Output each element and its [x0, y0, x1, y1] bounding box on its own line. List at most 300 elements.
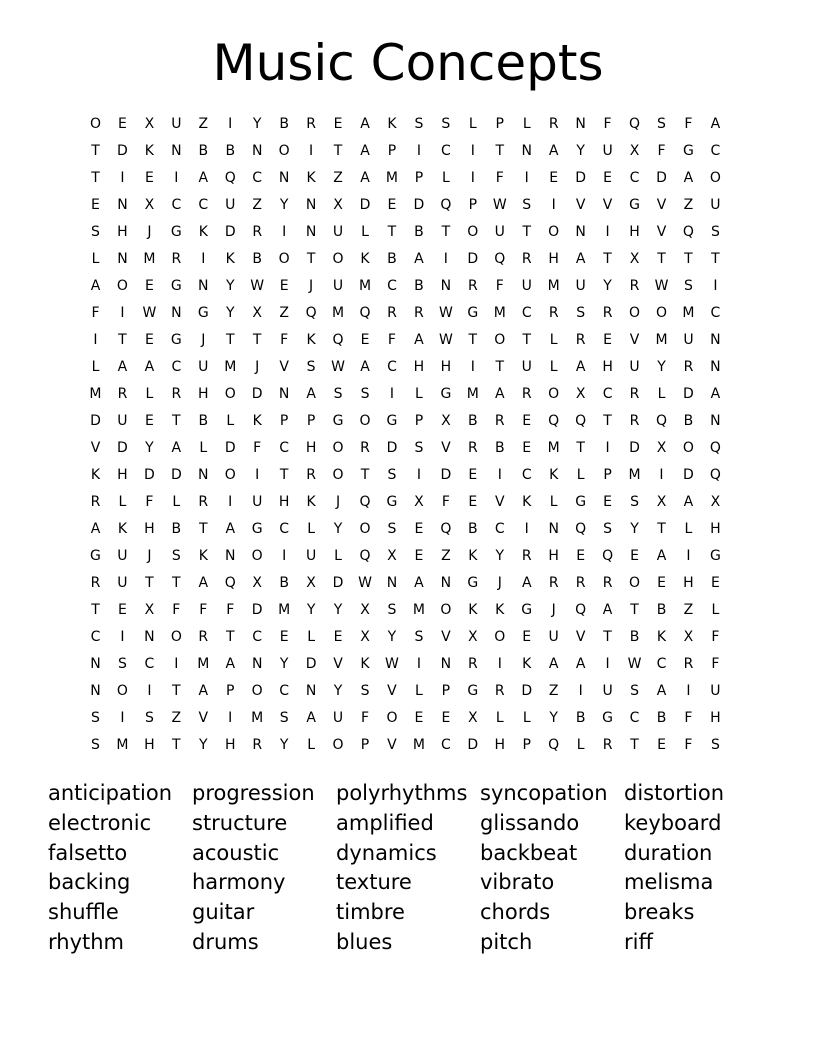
word-list-item: breaks — [624, 900, 695, 925]
grid-letter: V — [575, 629, 586, 645]
grid-letter: R — [198, 629, 209, 645]
grid-letter: S — [576, 305, 586, 321]
grid-letter: A — [360, 116, 370, 132]
grid-letter: G — [170, 224, 182, 240]
word-list-item: blues — [336, 929, 393, 954]
grid-letter: M — [682, 305, 695, 321]
grid-letter: D — [359, 197, 371, 213]
grid-letter: E — [118, 602, 127, 618]
grid-letter: N — [117, 251, 128, 267]
grid-letter: U — [225, 197, 236, 213]
grid-letter: I — [551, 197, 556, 213]
grid-letter: Y — [225, 305, 235, 321]
grid-letter: L — [441, 170, 450, 186]
grid-letter: Y — [333, 521, 343, 537]
word-list-item: riff — [624, 929, 653, 954]
grid-letter: L — [415, 386, 423, 402]
grid-letter: R — [575, 332, 586, 348]
grid-letter: B — [494, 440, 505, 456]
grid-letter: K — [360, 251, 370, 267]
grid-letter: R — [90, 494, 101, 510]
grid-letter: U — [305, 548, 317, 564]
grid-letter: I — [228, 494, 233, 510]
grid-letter: E — [118, 116, 127, 132]
grid-letter: Y — [576, 143, 585, 159]
grid-letter: R — [548, 575, 559, 591]
grid-letter: I — [228, 710, 233, 726]
grid-letter: A — [548, 143, 559, 159]
grid-letter: T — [657, 521, 666, 537]
grid-letter: C — [440, 143, 451, 159]
grid-letter: S — [144, 710, 154, 726]
grid-letter: O — [332, 251, 344, 267]
grid-letter: F — [172, 602, 181, 618]
grid-letter: O — [682, 440, 694, 456]
grid-letter: K — [117, 521, 128, 537]
grid-letter: L — [522, 116, 531, 132]
grid-letter: F — [657, 143, 666, 159]
grid-letter: N — [278, 386, 290, 402]
grid-letter: M — [143, 251, 156, 267]
grid-letter: N — [198, 467, 209, 483]
grid-letter: M — [358, 278, 372, 294]
grid-letter: A — [90, 278, 101, 294]
grid-letter: A — [171, 440, 182, 456]
grid-letter: S — [306, 359, 316, 375]
grid-letter: J — [147, 548, 152, 564]
grid-letter: L — [172, 494, 181, 510]
grid-letter: C — [279, 440, 290, 456]
grid-letter: P — [414, 413, 424, 429]
grid-letter: K — [198, 548, 208, 564]
grid-letter: G — [521, 602, 533, 618]
grid-letter: V — [441, 629, 451, 645]
grid-letter: H — [710, 521, 721, 537]
grid-letter: D — [629, 440, 640, 456]
grid-letter: H — [144, 737, 155, 753]
grid-letter: G — [170, 278, 182, 294]
grid-letter: L — [576, 467, 585, 483]
grid-letter: W — [627, 656, 642, 672]
grid-letter: S — [360, 683, 370, 699]
grid-letter: T — [118, 332, 127, 348]
grid-letter: Q — [548, 413, 560, 429]
grid-letter: I — [416, 656, 421, 672]
word-list-item: polyrhythms — [336, 781, 468, 805]
grid-letter: T — [603, 251, 612, 267]
grid-letter: Y — [333, 683, 343, 699]
word-list-item: texture — [336, 870, 412, 895]
grid-letter: X — [387, 548, 397, 564]
grid-letter: B — [279, 116, 289, 132]
grid-letter: H — [413, 359, 425, 375]
grid-letter: O — [440, 602, 452, 618]
grid-letter: E — [522, 413, 532, 429]
grid-letter: Q — [629, 116, 641, 132]
grid-letter: O — [629, 305, 641, 321]
grid-letter: C — [494, 521, 505, 537]
grid-letter: S — [603, 521, 613, 537]
grid-letter: A — [683, 170, 694, 186]
grid-letter: H — [602, 359, 613, 375]
grid-letter: H — [548, 548, 559, 564]
grid-letter: Q — [305, 305, 317, 321]
grid-letter: H — [494, 737, 506, 753]
grid-letter: I — [416, 143, 421, 159]
grid-letter: S — [387, 521, 397, 537]
grid-letter: M — [385, 170, 398, 186]
grid-letter: K — [549, 467, 559, 483]
grid-letter: O — [116, 278, 128, 294]
grid-letter: I — [174, 656, 179, 672]
grid-letter: O — [278, 143, 290, 159]
grid-letter: R — [548, 305, 559, 321]
grid-letter: A — [575, 251, 586, 267]
grid-letter: N — [548, 521, 559, 537]
grid-letter: E — [468, 467, 478, 483]
grid-letter: T — [468, 332, 478, 348]
grid-letter: I — [93, 332, 98, 348]
grid-letter: Y — [630, 521, 639, 537]
grid-letter: N — [710, 332, 721, 348]
grid-letter: X — [414, 494, 424, 510]
grid-letter: M — [278, 602, 291, 618]
grid-letter: R — [306, 116, 316, 132]
grid-letter: P — [603, 467, 612, 483]
grid-letter: M — [89, 386, 102, 402]
grid-letter: A — [306, 710, 316, 726]
grid-letter: D — [467, 737, 479, 753]
grid-letter: H — [278, 494, 290, 510]
grid-letter: C — [279, 683, 290, 699]
grid-letter: R — [494, 413, 505, 429]
grid-letter: M — [655, 332, 668, 348]
grid-letter: A — [198, 170, 209, 186]
grid-letter: D — [170, 467, 182, 483]
grid-letter: X — [575, 386, 586, 402]
grid-letter: S — [522, 197, 532, 213]
grid-letter: U — [683, 332, 694, 348]
grid-letter: X — [629, 251, 640, 267]
grid-letter: R — [171, 386, 182, 402]
grid-letter: F — [441, 494, 450, 510]
grid-letter: J — [335, 494, 341, 510]
grid-letter: O — [251, 683, 263, 699]
grid-letter: M — [466, 386, 479, 402]
grid-letter: B — [198, 143, 209, 159]
grid-letter: G — [602, 710, 614, 726]
grid-letter: E — [657, 575, 666, 591]
grid-letter: O — [89, 116, 101, 132]
grid-letter: Z — [683, 197, 694, 213]
grid-letter: R — [467, 278, 478, 294]
grid-letter: Z — [252, 197, 262, 213]
grid-letter: X — [144, 116, 155, 132]
grid-letter: U — [332, 278, 344, 294]
grid-letter: N — [575, 116, 586, 132]
grid-letter: E — [603, 494, 613, 510]
grid-letter: G — [629, 197, 640, 213]
grid-letter: X — [656, 494, 667, 510]
grid-letter: H — [117, 467, 128, 483]
grid-letter: A — [710, 116, 721, 132]
grid-letter: A — [360, 359, 370, 375]
grid-letter: N — [225, 548, 236, 564]
grid-letter: E — [333, 116, 343, 132]
grid-letter: P — [522, 737, 531, 753]
grid-letter: C — [144, 656, 155, 672]
grid-letter: E — [144, 413, 154, 429]
grid-letter: A — [602, 602, 613, 618]
grid-letter: D — [683, 386, 694, 402]
grid-letter: T — [306, 251, 316, 267]
grid-letter: F — [360, 710, 370, 726]
word-list-item: falsetto — [48, 840, 128, 865]
grid-letter: Z — [548, 683, 559, 699]
word-list-item: vibrato — [480, 870, 555, 895]
word-list-item: backing — [48, 870, 131, 895]
grid-letter: R — [521, 386, 532, 402]
grid-letter: R — [360, 440, 370, 456]
grid-letter: C — [710, 143, 721, 159]
grid-letter: C — [90, 629, 101, 645]
grid-letter: G — [197, 305, 209, 321]
grid-letter: A — [225, 521, 236, 537]
letter-grid — [82, 111, 729, 759]
word-list-item: melisma — [624, 870, 714, 895]
grid-letter: U — [171, 116, 182, 132]
grid-letter: A — [198, 575, 209, 591]
grid-letter: O — [386, 710, 398, 726]
grid-letter: R — [494, 683, 505, 699]
grid-letter: E — [360, 332, 370, 348]
grid-letter: Z — [198, 116, 209, 132]
grid-letter: T — [495, 359, 505, 375]
grid-letter: O — [467, 224, 479, 240]
grid-letter: O — [332, 440, 344, 456]
grid-letter: L — [307, 737, 315, 753]
grid-letter: E — [522, 629, 532, 645]
grid-letter: Q — [655, 413, 667, 429]
grid-letter: H — [305, 440, 317, 456]
grid-letter: O — [170, 629, 182, 645]
grid-letter: I — [255, 467, 260, 483]
grid-letter: B — [468, 521, 478, 537]
grid-letter: A — [414, 332, 424, 348]
grid-letter: L — [684, 521, 693, 537]
grid-letter: M — [547, 440, 560, 456]
grid-letter: F — [495, 170, 504, 186]
grid-letter: I — [605, 656, 610, 672]
grid-letter: L — [361, 224, 369, 240]
grid-letter: W — [250, 278, 265, 294]
grid-letter: T — [91, 143, 100, 159]
grid-letter: J — [551, 602, 556, 618]
grid-letter: A — [656, 683, 667, 699]
grid-letter: V — [198, 710, 209, 726]
grid-letter: Q — [359, 494, 371, 510]
grid-letter: G — [170, 332, 182, 348]
grid-letter: Q — [359, 305, 371, 321]
grid-letter: N — [440, 278, 452, 294]
grid-letter: K — [144, 143, 154, 159]
grid-letter: E — [549, 170, 559, 186]
grid-letter: T — [576, 440, 585, 456]
grid-letter: R — [602, 575, 613, 591]
grid-letter: R — [198, 494, 209, 510]
grid-letter: I — [201, 251, 206, 267]
grid-letter: S — [710, 224, 720, 240]
word-list-item: syncopation — [480, 781, 608, 805]
grid-letter: D — [305, 656, 317, 672]
word-list-item: rhythm — [48, 929, 125, 954]
grid-letter: E — [144, 278, 154, 294]
grid-letter: X — [360, 629, 370, 645]
grid-letter: C — [279, 521, 290, 537]
grid-letter: B — [468, 413, 478, 429]
grid-letter: Y — [603, 278, 612, 294]
grid-letter: D — [521, 683, 533, 699]
grid-letter: U — [494, 224, 505, 240]
grid-letter: F — [145, 494, 154, 510]
grid-letter: C — [252, 170, 263, 186]
grid-letter: E — [144, 332, 154, 348]
grid-letter: D — [90, 413, 101, 429]
grid-letter: L — [118, 494, 127, 510]
grid-letter: R — [467, 656, 478, 672]
grid-letter: K — [387, 116, 397, 132]
grid-letter: S — [414, 116, 424, 132]
grid-letter: U — [548, 629, 559, 645]
grid-letter: R — [414, 305, 424, 321]
grid-letter: I — [309, 143, 314, 159]
grid-letter: J — [309, 278, 314, 294]
grid-letter: T — [603, 413, 612, 429]
grid-letter: T — [172, 683, 181, 699]
grid-letter: G — [467, 683, 479, 699]
grid-letter: K — [360, 656, 370, 672]
grid-letter: L — [91, 359, 100, 375]
grid-letter: Z — [171, 710, 182, 726]
word-list-item: anticipation — [48, 781, 173, 805]
grid-letter: C — [171, 197, 182, 213]
grid-letter: V — [90, 440, 101, 456]
grid-letter: Q — [602, 548, 614, 564]
grid-letter: G — [467, 575, 479, 591]
grid-letter: K — [306, 332, 316, 348]
grid-letter: I — [659, 467, 664, 483]
grid-letter: Y — [306, 602, 316, 618]
grid-letter: R — [387, 305, 397, 321]
grid-letter: G — [683, 143, 694, 159]
grid-letter: X — [710, 494, 721, 510]
grid-letter: A — [575, 359, 586, 375]
grid-letter: W — [358, 575, 372, 591]
grid-letter: O — [332, 737, 344, 753]
grid-letter: S — [630, 683, 639, 699]
grid-letter: D — [467, 251, 479, 267]
grid-letter: T — [603, 629, 612, 645]
word-list — [48, 779, 768, 958]
grid-letter: I — [443, 251, 448, 267]
grid-letter: D — [224, 440, 236, 456]
grid-letter: N — [710, 413, 721, 429]
grid-letter: D — [117, 440, 128, 456]
grid-letter: T — [225, 629, 235, 645]
grid-letter: I — [524, 170, 529, 186]
grid-letter: L — [199, 440, 208, 456]
grid-letter: U — [252, 494, 263, 510]
grid-letter: I — [120, 629, 125, 645]
grid-letter: C — [602, 386, 613, 402]
grid-letter: I — [120, 305, 125, 321]
grid-letter: E — [468, 494, 478, 510]
grid-letter: G — [251, 521, 263, 537]
grid-letter: E — [576, 548, 586, 564]
grid-letter: V — [602, 197, 613, 213]
grid-letter: A — [225, 656, 236, 672]
grid-letter: O — [359, 521, 371, 537]
grid-letter: B — [225, 143, 236, 159]
grid-letter: U — [198, 359, 209, 375]
grid-letter: M — [628, 467, 641, 483]
grid-letter: J — [201, 332, 206, 348]
grid-letter: D — [413, 197, 425, 213]
grid-letter: A — [90, 521, 101, 537]
grid-letter: B — [656, 602, 667, 618]
word-list-item: timbre — [336, 900, 405, 925]
grid-letter: L — [711, 602, 720, 618]
grid-letter: A — [548, 656, 559, 672]
grid-letter: Q — [224, 170, 236, 186]
grid-letter: X — [252, 575, 262, 591]
grid-letter: F — [387, 332, 396, 348]
grid-letter: N — [305, 224, 317, 240]
grid-letter: E — [414, 548, 424, 564]
grid-letter: K — [522, 656, 532, 672]
grid-letter: B — [387, 251, 397, 267]
grid-letter: N — [278, 170, 290, 186]
grid-letter: H — [548, 251, 559, 267]
grid-letter: H — [629, 224, 640, 240]
grid-letter: V — [441, 440, 451, 456]
grid-letter: F — [684, 737, 693, 753]
word-list-item: drums — [192, 929, 259, 954]
grid-letter: W — [654, 278, 669, 294]
grid-letter: G — [575, 494, 587, 510]
grid-letter: C — [252, 629, 263, 645]
grid-letter: F — [91, 305, 100, 321]
word-list-item: chords — [480, 900, 551, 925]
grid-letter: A — [683, 494, 694, 510]
grid-letter: R — [629, 278, 640, 294]
grid-letter: N — [386, 575, 398, 591]
grid-letter: D — [251, 602, 263, 618]
grid-letter: U — [117, 575, 128, 591]
grid-letter: C — [440, 737, 451, 753]
grid-letter: K — [522, 494, 532, 510]
grid-letter: R — [629, 413, 640, 429]
grid-letter: D — [440, 467, 452, 483]
grid-letter: V — [279, 359, 289, 375]
grid-letter: Y — [549, 710, 558, 726]
grid-letter: C — [656, 656, 667, 672]
grid-letter: Y — [225, 278, 235, 294]
grid-letter: M — [251, 710, 264, 726]
grid-letter: M — [412, 737, 425, 753]
word-list-item: electronic — [48, 810, 152, 835]
grid-letter: D — [575, 170, 587, 186]
